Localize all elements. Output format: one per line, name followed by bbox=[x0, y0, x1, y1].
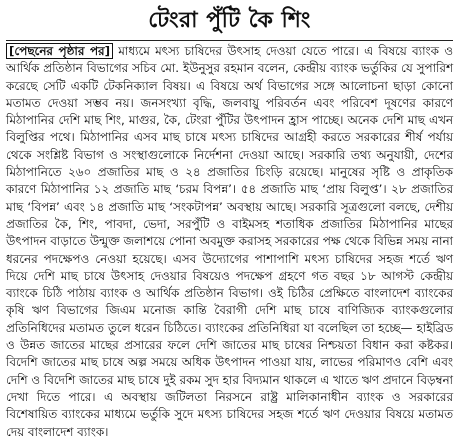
headline-rule bbox=[6, 40, 453, 41]
continued-from-label: [পেছনের পৃষ্ঠার পর] bbox=[6, 43, 113, 59]
article-body-text: মাধ্যমে মৎস্য চাষিদের উৎসাহ দেওয়া যেতে পারে। এ বিষয়ে ব্যাংক ও আর্থিক প্রতিষ্ঠান বিভাগের সচিব মো. ইউনুসুর রহমান বলেন, কেন্দ্রীয় ব্যাংক ভর্তুকির যে সুপারিশ করেছে সেটি একটি টেকনিক্যাল বিষয়। এ বিষয়ে অর্থ বিভাগের সঙ্গে আলোচনা ছাড়া কোনো মতামত দেওয়া সম্ভব নয়। জনসংখ্যা বৃদ্ধি, জলবায়ু পরিবর্তন এবং পরিবেশ দূষণের কারণে মিঠাপানির দেশি মাছ শিং, মাগুর, কৈ, টেংরা পুঁটির উৎপাদন হ্রাস পাচ্ছে। অনেক দেশি মাছ এখন বিলুপ্তির পথে। মিঠাপানির এসব মাছ চাষে মৎস্য চাষিদের আগ্রহী করতে সরকারের শীর্ষ পর্যায় থেকে সংশ্লিষ্ট বিভাগ ও সংস্থাগুলোকে নির্দেশনা দেওয়া আছে। সরকারি তথ্য অনুযায়ী, দেশের মিঠাপানিতে ২৬০ প্রজাতির মাছ ও ২৪ প্রজাতির চিংড়ি রয়েছে। মানুষের সৃষ্টি ও প্রাকৃতিক কারণে মিঠাপানির ১২ প্রজাতি মাছ ‘চরম বিপন্ন’। ৫৪ প্রজাতি মাছ ‘প্রায় বিলুপ্ত’। ২৮ প্রজাতির মাছ ‘বিপন্ন’ এবং ১৪ প্রজাতি মাছ ‘সংকটাপন্ন’ অবস্থায় আছে। সরকারি সূত্রগুলো বলছে, দেশীয় প্রজাতির কৈ, শিং, পাবদা, ভেদা, সরপুঁটি ও বাইমসহ শতাধিক প্রজাতির মিঠাপানির মাছের উৎপাদন বাড়াতে উন্মুক্ত জলাশয়ে পোনা অবমুক্ত করাসহ সরকারের পক্ষ থেকে বিভিন্ন সময় নানা ধরনের পদক্ষেপও নেওয়া হয়েছে। এসব উদ্যোগের পাশাপাশি মৎস্য চাষিদের সহজ শর্তে ঋণ দিয়ে দেশি মাছ চাষে উৎসাহ দেওয়ার বিষয়েও পদক্ষেপ গ্রহণে গত বছর ১৮ আগস্ট কেন্দ্রীয় ব্যাংকে চিঠি পাঠায় ব্যাংক ও আর্থিক প্রতিষ্ঠান বিভাগ। ওই চিঠির প্রেক্ষিতে বাংলাদেশ ব্যাংকের কৃষি ঋণ বিভাগের জিএম মনোজ কান্তি বৈরাগী দেশি মাছ চাষে বাণিজ্যিক ব্যাংকগুলোর প্রতিনিধিদের মতামত তুলে ধরেন চিঠিতে। ব্যাংকের প্রতিনিধিরা যা বলেছিল তা হচ্ছে— হাইব্রিড ও উন্নত জাতের মাছের প্রসারের ফলে দেশি জাতের মাছ চাষের নিশ্চয়তা বিধান করা কষ্টকর। বিদেশি জাতের মাছ চাষে অল্প সময়ে অধিক উৎপাদন পাওয়া যায়, লাভের পরিমাণও বেশি এবং দেশি ও বিদেশি জাতের মাছ চাষে দুই রকম সুদ হার বিদ্যমান থাকলে এ খাতে ঋণ প্রদানে বিড়ম্বনা দেখা দিতে পারে। এ অবস্থায় জটিলতা নিরসনে রাষ্ট্র মালিকানাধীন ব্যাংক ও সরকারের বিশেষায়িত ব্যাংকের মাধ্যমে ভর্তুকি সুদে মৎস্য চাষিদের সহজ শর্তে ঋণ দেওয়ার বিষয়ে মতামত দেয় বাংলাদেশ ব্যাংক। bbox=[6, 44, 453, 439]
article-body bbox=[6, 43, 453, 441]
article-headline: টেংরা পুঁটি কৈ শিং bbox=[148, 8, 311, 33]
